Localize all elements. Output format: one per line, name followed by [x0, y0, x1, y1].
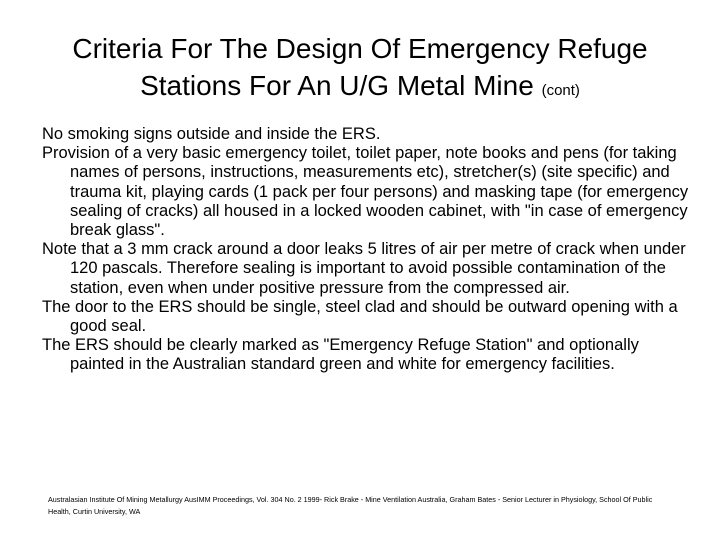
bullet-list	[42, 125, 692, 375]
slide-title-suffix: (cont)	[541, 82, 580, 99]
slide-title-main: Criteria For The Design Of Emergency Refuge Stations For An U/G Metal Mine	[72, 33, 648, 101]
bullet-item: Provision of a very basic emergency toilet, toilet paper, note books and pens (for taking names of persons, instructions, measurements etc), stretcher(s) (site specific) and trauma kit, playing cards (1 pack per four persons) and masking tape (for emergency sealing of cracks) all housed in a locked wooden cabinet, with "in case of emergency break glass".	[42, 144, 689, 240]
bullet-item: The door to the ERS should be single, steel clad and should be outward opening with a good seal.	[42, 297, 678, 336]
bullet-item: Note that a 3 mm crack around a door leaks 5 litres of air per metre of crack when under 120 pascals. Therefore sealing is important to avoid possible contamination of the station, even when under positive pressure from the compressed air.	[42, 240, 686, 297]
bullet-item: No smoking signs outside and inside the ERS.	[42, 125, 381, 143]
bullet-item: The ERS should be clearly marked as "Emergency Refuge Station" and optionally painted in the Australian standard green and white for emergency facilities.	[42, 336, 639, 374]
source-citation: Australasian Institute Of Mining Metallurgy AusIMM Proceedings, Vol. 304 No. 2 1999- Rick Brake - Mine Ventilation Australia, Graham Bates - Senior Lecturer in Physiology, School Of Public Health, Curtin University, WA	[48, 495, 653, 516]
slide-title	[20, 30, 700, 109]
